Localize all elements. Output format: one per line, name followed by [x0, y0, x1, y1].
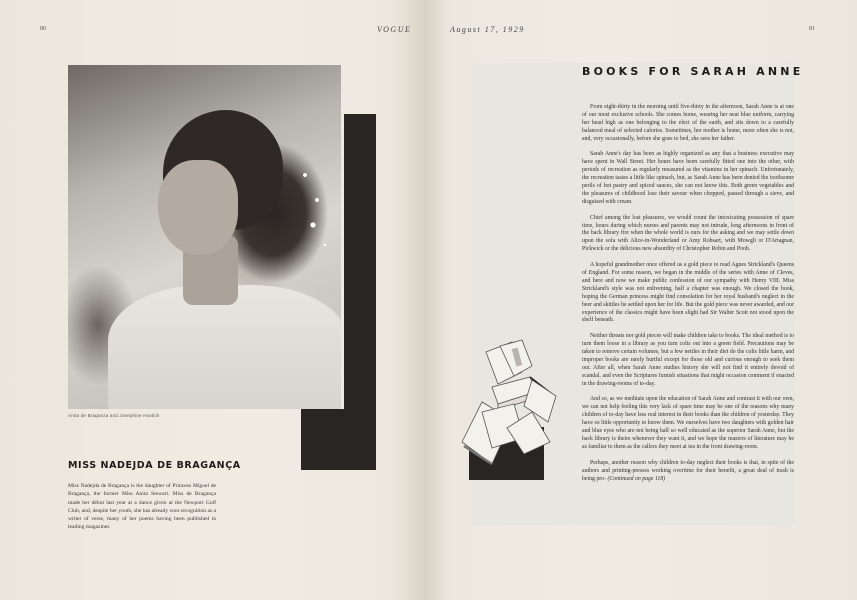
decorative-black-block — [301, 409, 376, 470]
article-body-bragança: Miss Nadejda de Bragança is the daughter of Princess Miguel de Bragança, the former Miss Anita Stewart. Miss de Bragança made her début last year at a dance given at the Newport Golf Club, and, despite her youth, she has already won recognition as a writer of verse, many of her poems having been published in leading magazines — [68, 483, 216, 531]
photo-credit: Anita de Braganza and Josephine Hostick — [68, 413, 160, 418]
paragraph: Chief among the lost pleasures, we would count the intoxicating possession of spare time, hours during which nurses and parents may not intrude, long afternoons in front of the back library fire when the whole world is ours for the asking and we may settle down upon the sofa with Alice-in-Wonderland or Amy Robsart, with Mowgli or D'Artagnan, Pickwick or the delicious new absurdity of Christopher Robin and Pooh. — [582, 214, 794, 253]
page-number-left: 80 — [40, 26, 46, 32]
running-head-date: August 17, 1929 — [450, 25, 525, 34]
paragraph-last — [582, 460, 794, 484]
article-heading-bragança: MISS NADEJDA DE BRAGANÇA — [68, 460, 241, 471]
photo-face — [158, 160, 238, 255]
paragraph: And so, as we meditate upon the education of Sarah Anne and contrast it with our own, we can not help feeling this very lack of spare time may be one of the reasons why many children of to-day have less real interest in their books than the children of yesterday. They have so little opportunity to know them. We ourselves have two daughters with golden hair and blue eyes who are not being half so well educated as the superior Sarah Anne, but the back library is theirs whenever they want it, and we hope the masters of literature may be as familiar to them as the callers they meet at tea in the front drawing-room. — [582, 396, 794, 450]
article-heading-books: BOOKS FOR SARAH ANNE — [582, 65, 804, 78]
running-head-vogue: VOGUE — [377, 25, 412, 34]
paragraph: Neither threats nor gold pieces will make children take to books. The ideal method is to turn them loose in a library as you turn colts out into a green field. Precautions may be taken to remove certain volumes, but a few nettles in their diet do the colts little harm, and improper books are rarely hurtful except for those old and curious enough to seek them out. After all, when Sarah Anne studies history she will not find it entirely devoid of scandal, and even the Scriptures furnish situations that might occasion comment if enacted in the drawing-rooms of to-day. — [582, 333, 794, 387]
books-illustration-icon — [452, 332, 562, 480]
paragraph-text: Perhaps, another reason why children to-day neglect their books is that, in spite of the authors and printing-presses working overtime for their benefit, a great deal of trash is being pro- — [582, 459, 794, 482]
photo-blossoms — [295, 145, 335, 265]
paragraph: A hopeful grandmother once offered us a gold piece to read Agnes Strickland's Queens of England. For some reason, we began in the middle of the series with Anne of Cleves, and here and now we make public confession of our sympathy with Henry VIII. Miss Strickland's style was not enlivening, half a chapter was enough. We closed the book, hoping the German princess might find consolation for her royal husband's neglect in the beer and skittles he settled upon her for life. But the gold piece was never awarded, and our experience of the classics might have been slight had Sir Walter Scott not stood upon the shelf beneath. — [582, 262, 794, 324]
paragraph: From eight-thirty in the morning until five-thirty in the afternoon, Sarah Anne is at one of our most exclusive schools. She comes home, wearing her neat blue uniform, carrying her head high as one belonging to the elect of the earth, and sits down to a carefully balanced meal of selected calories. Sometimes, her mother is home, more often she is not, and, very occasionally, before she goes to bed, she sees her father. — [582, 104, 794, 142]
page-number-right: 81 — [809, 26, 815, 32]
article-body-books — [582, 104, 794, 491]
portrait-photo — [68, 65, 341, 409]
continued-link[interactable]: (Continued on page 118) — [607, 475, 666, 482]
paragraph: Sarah Anne's day has been as highly organized as any that a business executive may have spent in Wall Street. Her hours have been carefully fitted one into the other, with periods of recreation as regularly measured as the vitamins in her spinach. Unfortunately, the recreation tastes a little like spinach, but, as Sarah Anne has been denied the toothsome perils of hot pastry and spiced sauces, she can not know this. Both green vegetables and the pleasures of childhood lose their savour when chopped, passed through a sieve, and disguised with cream. — [582, 151, 794, 205]
